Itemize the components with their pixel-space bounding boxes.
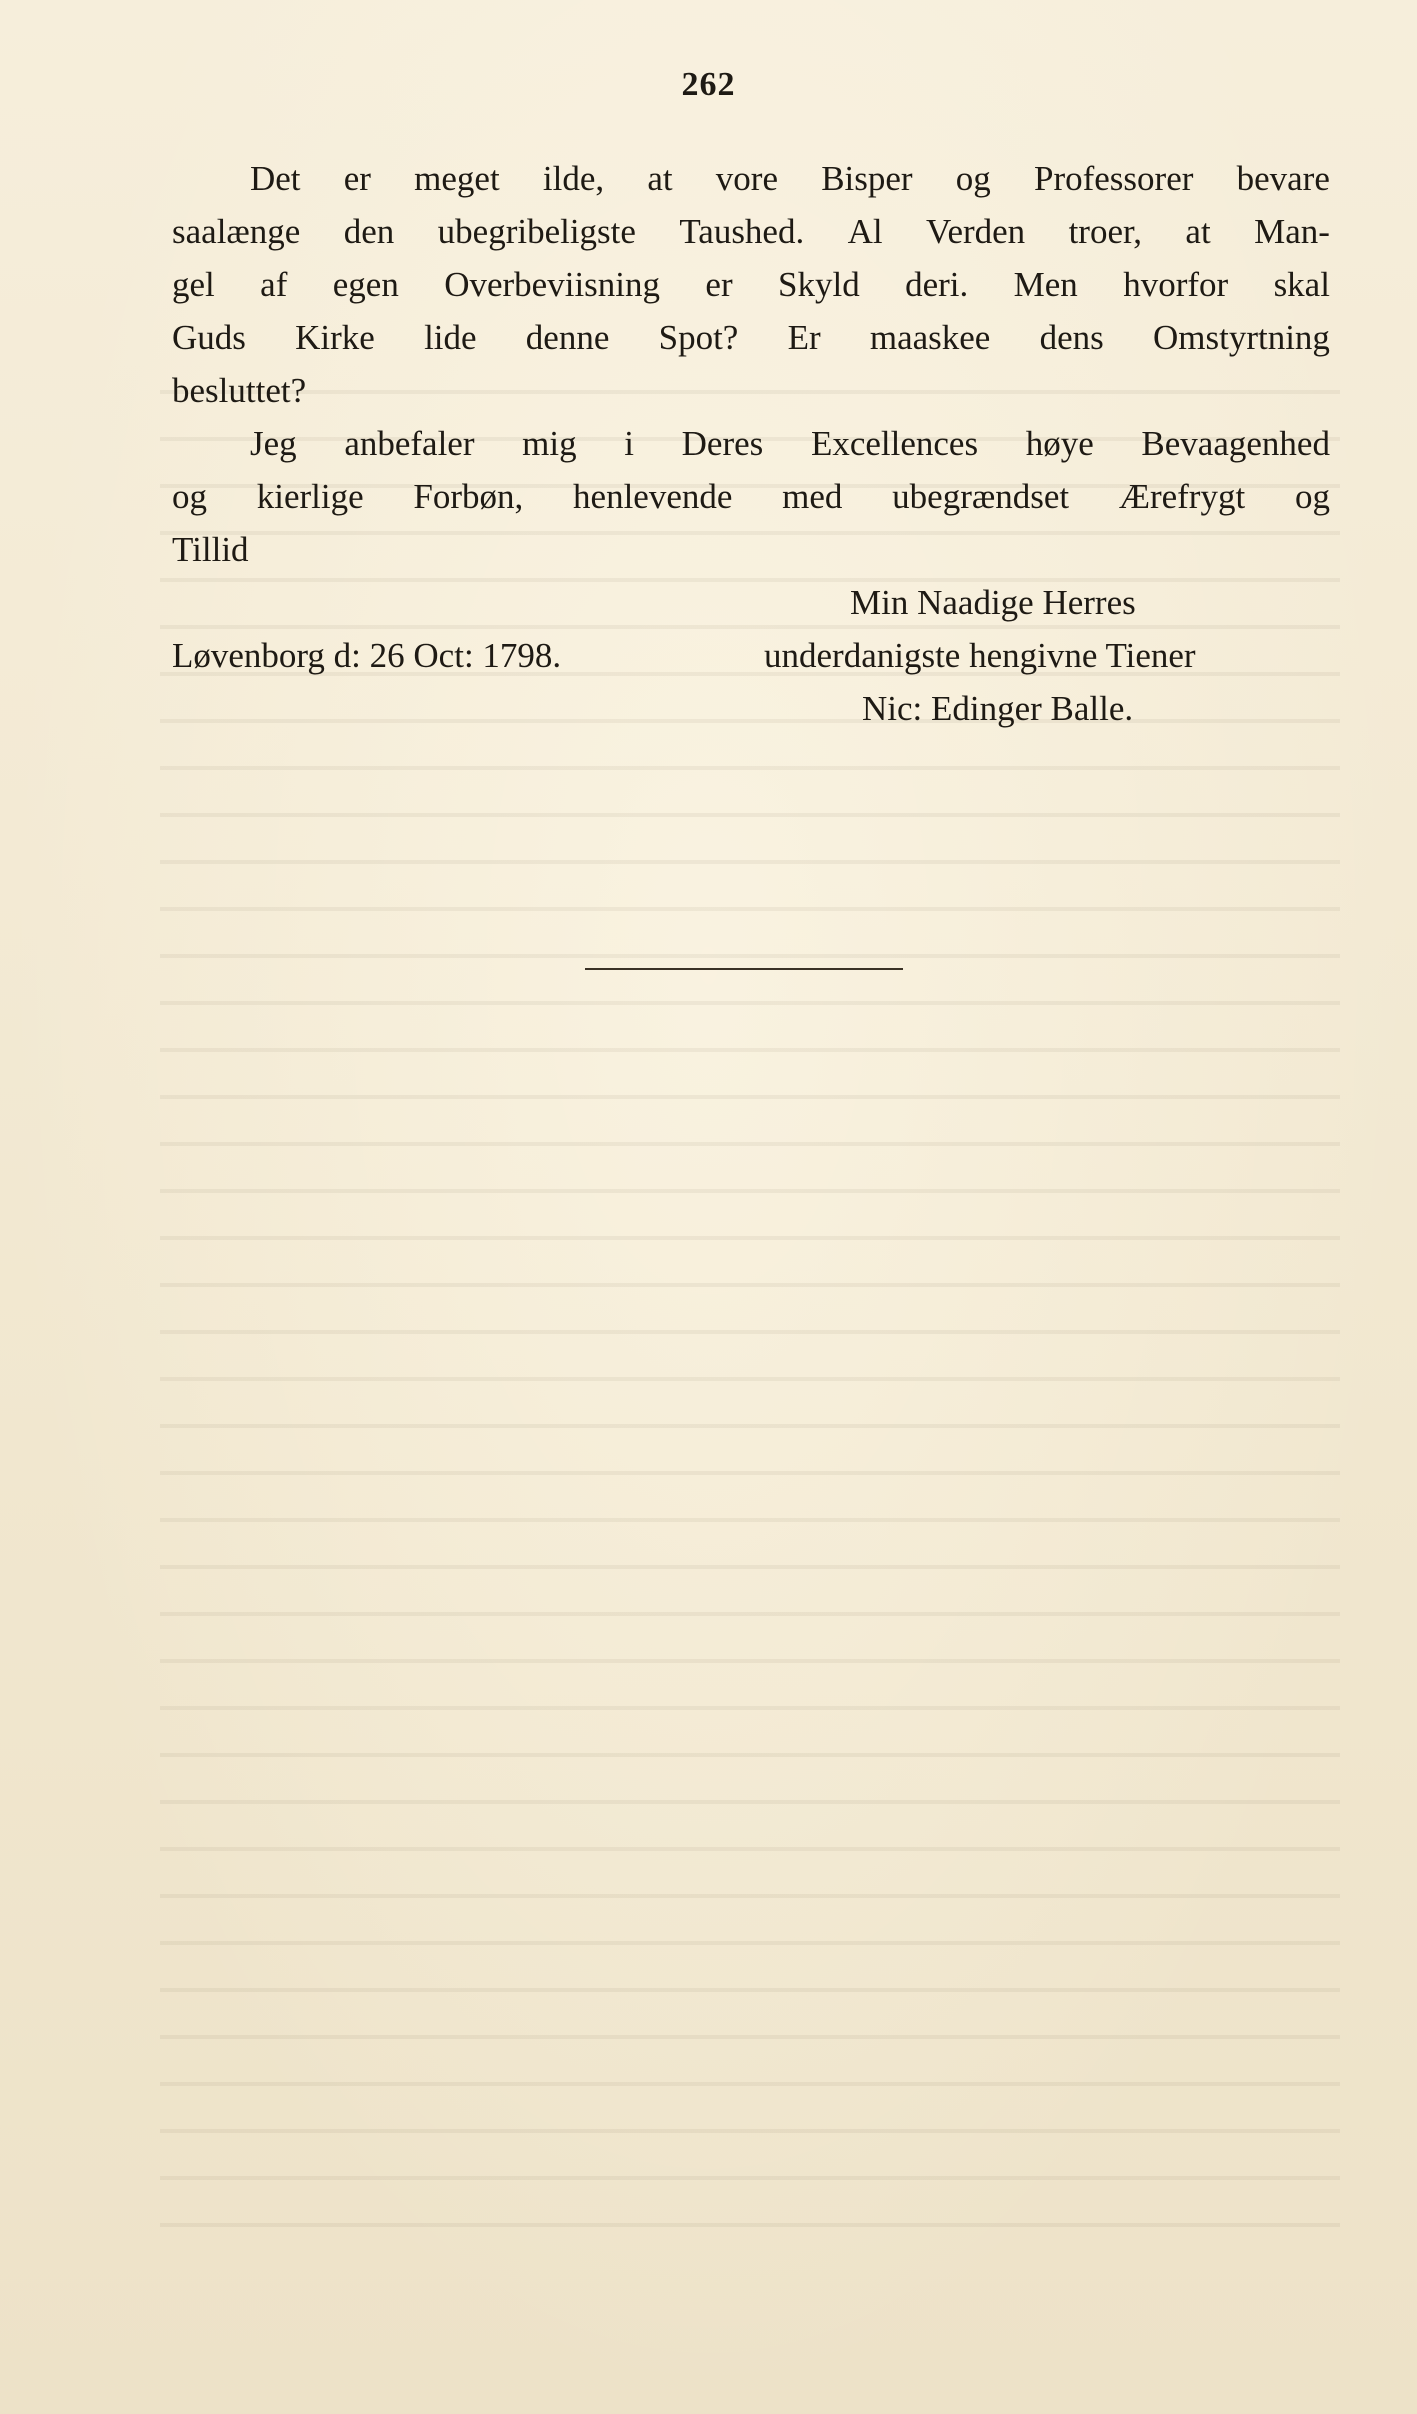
text-line: Jeg anbefaler mig i Deres Excellences høye Bevaagenhed (250, 424, 1330, 463)
signature: Nic: Edinger Balle. (862, 689, 1134, 728)
closing-servant: underdanigste hengivne Tiener (764, 636, 1196, 675)
text-line: Tillid (172, 530, 249, 569)
closing-date-line (172, 629, 1330, 682)
section-divider (585, 968, 903, 970)
place-date: Løvenborg d: 26 Oct: 1798. (172, 636, 562, 675)
text-line: og kierlige Forbøn, henlevende med ubegrændset Ærefrygt og (172, 477, 1330, 516)
signature-line (172, 682, 1330, 735)
text-line: Det er meget ilde, at vore Bisper og Professorer bevare (250, 159, 1330, 198)
text-line: besluttet? (172, 371, 307, 410)
closing-salutation-line (172, 576, 1330, 629)
text-line: saalænge den ubegribeligste Taushed. Al Verden troer, at Man- (172, 212, 1330, 251)
page-number: 262 (681, 66, 736, 103)
text-line: Guds Kirke lide denne Spot? Er maaskee dens Omstyrtning (172, 318, 1330, 357)
closing-salutation: Min Naadige Herres (850, 583, 1136, 622)
text-line: gel af egen Overbeviisning er Skyld deri. Men hvorfor skal (172, 265, 1330, 304)
letter-body (172, 152, 1330, 735)
